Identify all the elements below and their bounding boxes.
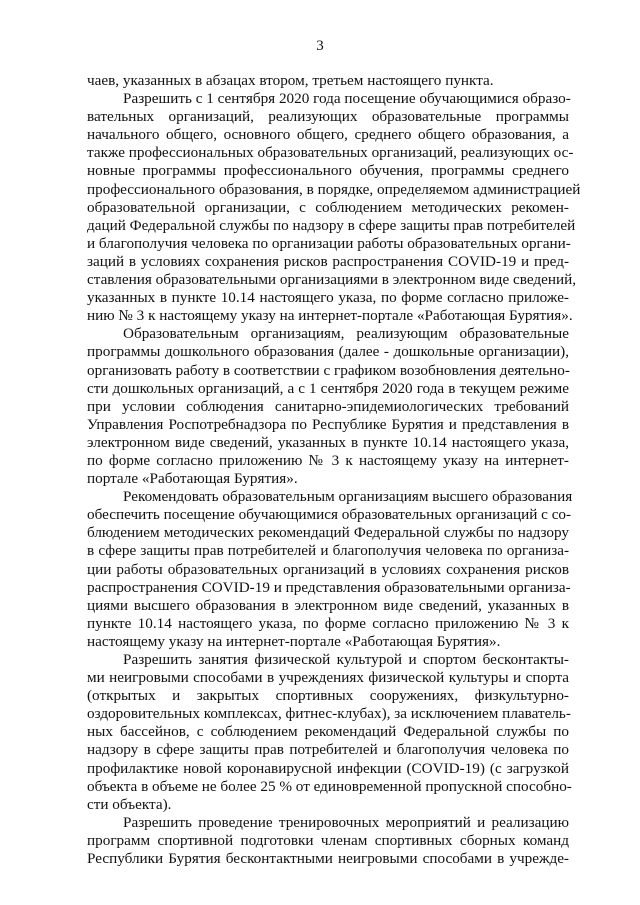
text-line: ми неигровыми способами в учреждениях физической культуры и спорта: [87, 669, 569, 687]
text-line: ставления образовательными организациями в электронном виде сведений,: [87, 271, 577, 289]
text-line: блюдением методических рекомендаций Федеральной службы по надзору: [87, 524, 569, 542]
text-line: электронном виде сведений, указанных в пункте 10.14 настоящего указа,: [87, 433, 569, 451]
text-line: профилактике новой коронавирусной инфекции (COVID-19) (с загрузкой: [87, 759, 569, 777]
text-line: программ спортивной подготовки членам спортивных сборных команд: [87, 831, 569, 849]
text-line: начального общего, основного общего, среднего общего образования, а: [87, 126, 569, 144]
text-line: сти объекта).: [87, 795, 172, 813]
text-line: профессионального образования, в порядке, определяемом администрацией: [87, 180, 581, 198]
text-line: Разрешить с 1 сентября 2020 года посещение обучающимися образо-: [123, 90, 571, 108]
document-body: [87, 72, 581, 868]
paragraph: [87, 814, 569, 868]
paragraph: [87, 72, 569, 90]
text-line: Разрешить проведение тренировочных мероприятий и реализацию: [123, 813, 569, 831]
text-line: распространения COVID-19 и представления образовательными организа-: [87, 578, 571, 596]
text-line: объекта в объеме не более 25 % от единовременной пропускной способно-: [87, 777, 572, 795]
text-line: нию № 3 к настоящему указу на интернет-портале «Работающая Бурятия».: [87, 307, 573, 325]
text-line: в сфере защиты прав потребителей и благополучия человека по организа-: [87, 542, 569, 560]
text-line: циями высшего образования в электронном виде сведений, указанных в: [87, 596, 569, 614]
text-line: портале «Работающая Бурятия».: [87, 470, 298, 488]
text-line: новные программы профессионального обучения, программы среднего: [87, 162, 569, 180]
paragraph: [87, 90, 581, 325]
text-line: чаев, указанных в абзацах втором, третьем настоящего пункта.: [87, 72, 494, 89]
text-line: надзору в сфере защиты прав потребителей и благополучия человека по: [87, 741, 569, 759]
text-line: указанных в пункте 10.14 настоящего указа, по форме согласно приложе-: [87, 289, 569, 307]
text-line: Разрешить занятия физической культурой и спортом бесконтакты-: [123, 651, 569, 668]
paragraph: [87, 488, 573, 651]
text-line: ных бассейнов, с соблюдением рекомендаций Федеральной службы по: [87, 723, 569, 741]
text-line: по форме согласно приложению № 3 к настоящему указу на интернет-: [87, 451, 569, 469]
text-line: также профессиональных образовательных организаций, реализующих ос-: [87, 144, 574, 162]
text-line: ции работы образовательных организаций в условиях сохранения рисков: [87, 560, 569, 578]
text-line: оздоровительных комплексах, фитнес-клубах), за исключением плаватель-: [87, 705, 571, 723]
text-line: образовательной организации, с соблюдением методических рекомен-: [87, 198, 569, 216]
text-line: (открытых и закрытых спортивных сооружениях, физкультурно-: [87, 687, 569, 705]
text-line: заций в условиях сохранения рисков распространения COVID-19 и пред-: [87, 252, 569, 270]
text-line: Рекомендовать образовательным организациям высшего образования: [123, 488, 573, 506]
text-line: Образовательным организациям, реализующим образовательные: [123, 325, 569, 343]
text-line: и благополучия человека по организации работы образовательных органи-: [87, 234, 571, 252]
text-line: организовать работу в соответствии с графиком возобновления деятельно-: [87, 361, 570, 379]
text-line: вательных организаций, реализующих образовательные программы: [87, 108, 569, 126]
text-line: при условии соблюдения санитарно-эпидемиологических требований: [87, 397, 569, 415]
text-line: программы дошкольного образования (далее - дошкольные организации),: [87, 343, 569, 361]
page-number: 3: [316, 38, 324, 54]
paragraph: [87, 325, 569, 488]
paragraph: [87, 651, 572, 814]
text-line: обеспечить посещение обучающимися образовательных организаций с со-: [87, 506, 572, 524]
text-line: даций Федеральной службы по надзору в сфере защиты прав потребителей: [87, 216, 576, 234]
text-line: настоящему указу на интернет-портале «Работающая Бурятия».: [87, 632, 501, 650]
text-line: Управления Роспотребнадзора по Республике Бурятия и представления в: [87, 415, 569, 433]
text-line: сти дошкольных организаций, а с 1 сентября 2020 года в текущем режиме: [87, 379, 569, 397]
text-line: Республики Бурятия бесконтактными неигровыми способами в учрежде-: [87, 850, 569, 868]
text-line: пункте 10.14 настоящего указа, по форме согласно приложению № 3 к: [87, 614, 569, 632]
